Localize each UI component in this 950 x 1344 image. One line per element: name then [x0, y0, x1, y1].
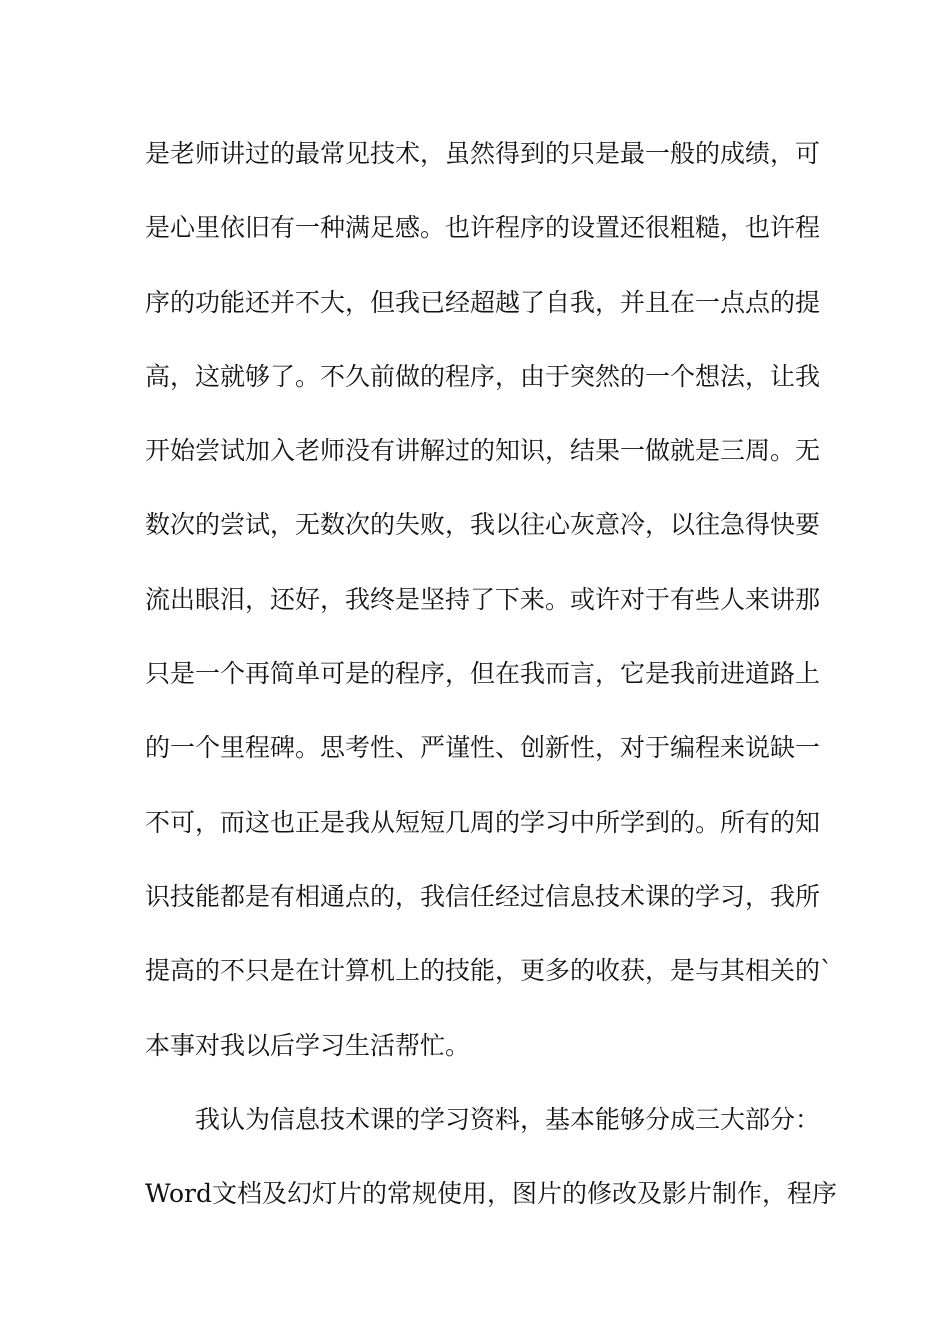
- paragraph-first-line: 我认为信息技术课的学习资料，基本能够分成三大部分：: [195, 1104, 821, 1134]
- text-line: Word文档及幻灯片的常规使用，图片的修改及影片制作，程序: [145, 1179, 838, 1209]
- text-line: 流出眼泪，还好，我终是坚持了下来。或许对于有些人来讲那: [145, 584, 821, 614]
- text-line: 数次的尝试，无数次的失败，我以往心灰意冷，以往急得快要: [145, 510, 821, 540]
- text-line: 高，这就够了。不久前做的程序，由于突然的一个想法，让我: [145, 361, 821, 391]
- text-line: 开始尝试加入老师没有讲解过的知识，结果一做就是三周。无: [145, 436, 821, 466]
- text-line: 本事对我以后学习生活帮忙。: [145, 1030, 471, 1060]
- text-line: 识技能都是有相通点的，我信任经过信息技术课的学习，我所: [145, 881, 821, 911]
- text-line: 提高的不只是在计算机上的技能，更多的收获，是与其相关的`: [145, 956, 833, 986]
- text-line: 只是一个再简单可是的程序，但在我而言，它是我前进道路上: [145, 659, 821, 689]
- text-line: 的一个里程碑。思考性、严谨性、创新性，对于编程来说缺一: [145, 733, 821, 763]
- text-line: 是心里依旧有一种满足感。也许程序的设置还很粗糙，也许程: [145, 213, 821, 243]
- text-line: 是老师讲过的最常见技术，虽然得到的只是最一般的成绩，可: [145, 139, 821, 168]
- text-line: 序的功能还并不大，但我已经超越了自我，并且在一点点的提: [145, 287, 821, 317]
- body-text: [145, 132, 838, 1246]
- text-line: 不可，而这也正是我从短短几周的学习中所学到的。所有的知: [145, 807, 821, 837]
